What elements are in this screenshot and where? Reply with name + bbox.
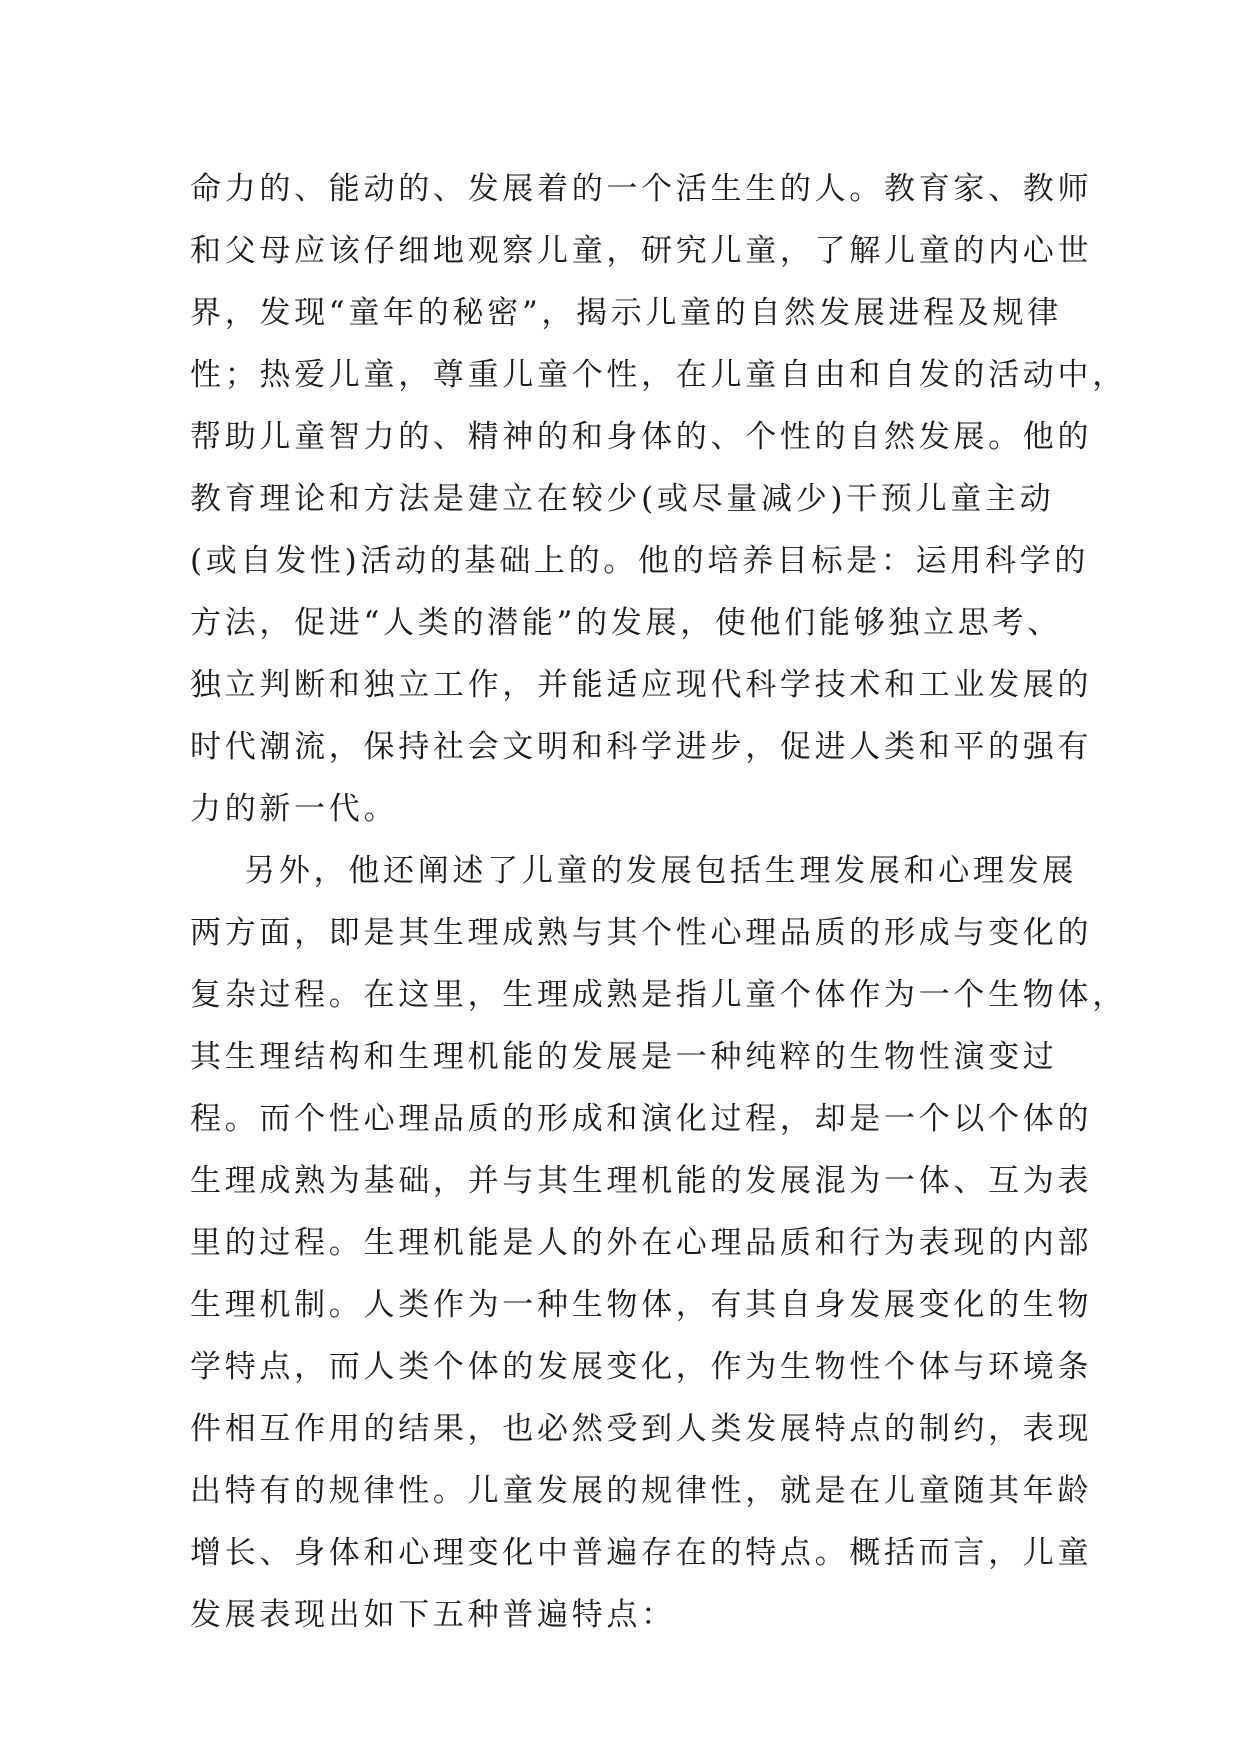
text-line: 两方面，即是其生理成熟与其个性心理品质的形成与变化的 [190, 915, 1093, 951]
text-line: 独立判断和独立工作，并能适应现代科学技术和工业发展的 [190, 667, 1093, 703]
text-line: 程。而个性心理品质的形成和演化过程，却是一个以个体的 [190, 1101, 1093, 1137]
text-line: 命力的、能动的、发展着的一个活生生的人。教育家、教师 [190, 171, 1093, 207]
body-text [190, 158, 1127, 1646]
text-line: 生理成熟为基础，并与其生理机能的发展混为一体、互为表 [190, 1163, 1093, 1199]
text-line: 里的过程。生理机能是人的外在心理品质和行为表现的内部 [190, 1225, 1093, 1261]
text-line: 生理机制。人类作为一种生物体，有其自身发展变化的生物 [190, 1287, 1093, 1323]
text-line: 性；热爱儿童，尊重儿童个性，在儿童自由和自发的活动中， [190, 357, 1127, 393]
text-line: 时代潮流，保持社会文明和科学进步，促进人类和平的强有 [190, 729, 1093, 765]
text-line: 方法，促进“人类的潜能”的发展，使他们能够独立思考、 [190, 605, 1062, 641]
text-line: 和父母应该仔细地观察儿童，研究儿童，了解儿童的内心世 [190, 233, 1093, 269]
text-line: (或自发性)活动的基础上的。他的培养目标是：运用科学的 [190, 543, 1090, 579]
text-line: 学特点，而人类个体的发展变化，作为生物性个体与环境条 [190, 1349, 1093, 1385]
text-line: 件相互作用的结果，也必然受到人类发展特点的制约，表现 [190, 1411, 1093, 1447]
text-line: 复杂过程。在这里，生理成熟是指儿童个体作为一个生物体， [190, 977, 1127, 1013]
text-line: 力的新一代。 [190, 791, 399, 827]
text-line: 发展表现出如下五种普遍特点： [190, 1597, 676, 1633]
text-line: 界，发现“童年的秘密”，揭示儿童的自然发展进程及规律 [190, 295, 1062, 331]
text-line: 出特有的规律性。儿童发展的规律性，就是在儿童随其年龄 [190, 1473, 1093, 1509]
text-line: 增长、身体和心理变化中普遍存在的特点。概括而言，儿童 [190, 1535, 1093, 1571]
text-line: 教育理论和方法是建立在较少(或尽量减少)干预儿童主动 [190, 481, 1055, 517]
text-line: 帮助儿童智力的、精神的和身体的、个性的自然发展。他的 [190, 419, 1093, 455]
text-line: 其生理结构和生理机能的发展是一种纯粹的生物性演变过 [190, 1039, 1058, 1075]
text-line: 另外，他还阐述了儿童的发展包括生理发展和心理发展 [190, 853, 1078, 889]
